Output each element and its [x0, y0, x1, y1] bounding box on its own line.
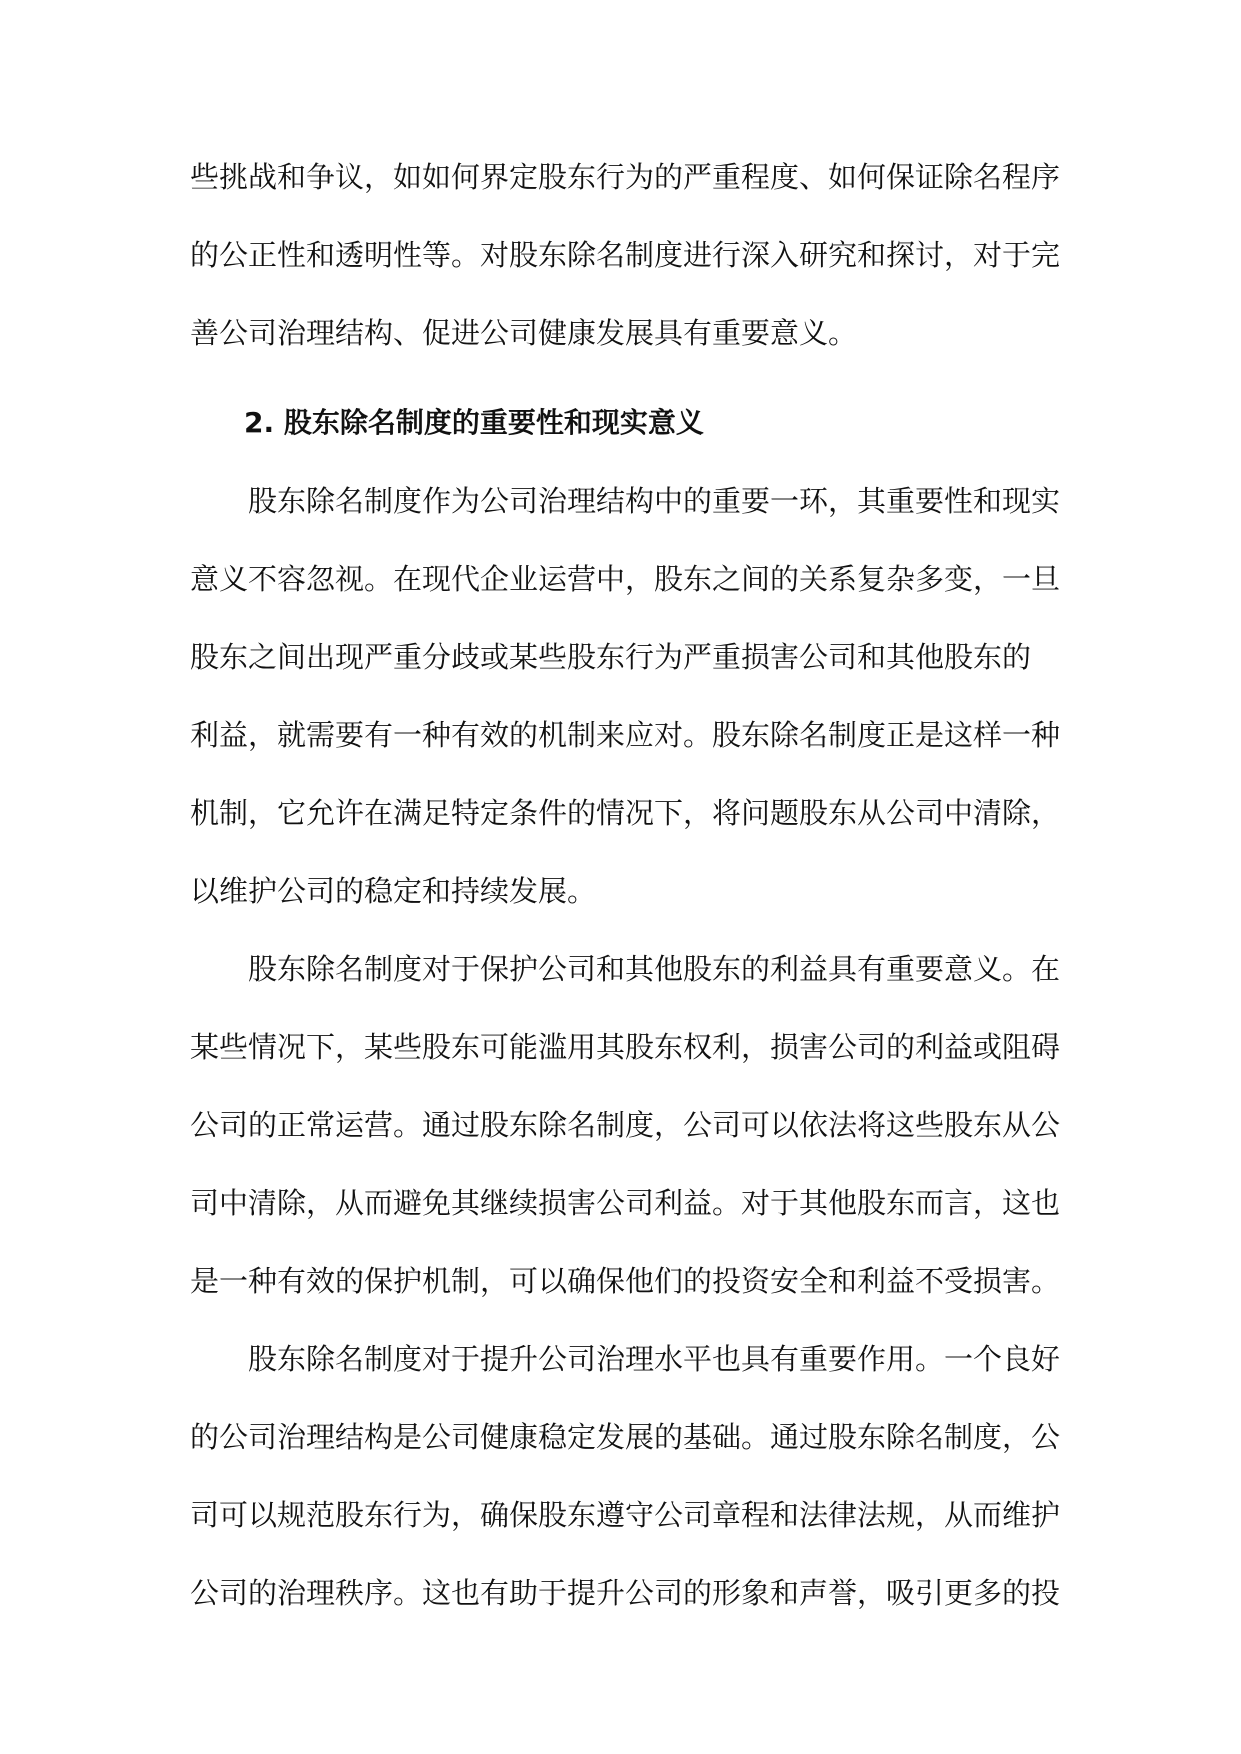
paragraph-1	[190, 462, 1061, 930]
paragraph-intro	[190, 138, 1061, 372]
text-line: 股东除名制度作为公司治理结构中的重要一环，其重要性和现实	[248, 484, 1061, 518]
text-line: 是一种有效的保护机制，可以确保他们的投资安全和利益不受损害。	[190, 1264, 1061, 1298]
document-page	[190, 138, 1061, 1632]
text-line: 股东除名制度对于保护公司和其他股东的利益具有重要意义。在	[248, 952, 1061, 986]
text-line: 以维护公司的稳定和持续发展。	[190, 874, 597, 908]
text-line: 的公正性和透明性等。对股东除名制度进行深入研究和探讨，对于完	[190, 238, 1061, 272]
text-line: 某些情况下，某些股东可能滥用其股东权利，损害公司的利益或阻碍	[190, 1030, 1061, 1064]
paragraph-3	[190, 1320, 1061, 1632]
text-line: 善公司治理结构、促进公司健康发展具有重要意义。	[190, 316, 858, 350]
text-line: 公司的正常运营。通过股东除名制度，公司可以依法将这些股东从公	[190, 1108, 1061, 1142]
text-line: 意义不容忽视。在现代企业运营中，股东之间的关系复杂多变，一旦	[190, 562, 1061, 596]
text-line: 公司的治理秩序。这也有助于提升公司的形象和声誉，吸引更多的投	[190, 1576, 1061, 1610]
text-line: 些挑战和争议，如如何界定股东行为的严重程度、如何保证除名程序	[190, 160, 1061, 194]
text-line: 股东除名制度对于提升公司治理水平也具有重要作用。一个良好	[248, 1342, 1061, 1376]
text-line: 司可以规范股东行为，确保股东遵守公司章程和法律法规，从而维护	[190, 1498, 1061, 1532]
section-heading: 2. 股东除名制度的重要性和现实意义	[244, 406, 704, 439]
text-line: 利益，就需要有一种有效的机制来应对。股东除名制度正是这样一种	[190, 718, 1061, 752]
text-line: 机制，它允许在满足特定条件的情况下，将问题股东从公司中清除，	[190, 796, 1061, 830]
text-line: 的公司治理结构是公司健康稳定发展的基础。通过股东除名制度，公	[190, 1420, 1061, 1454]
paragraph-2	[190, 930, 1061, 1320]
text-line: 司中清除，从而避免其继续损害公司利益。对于其他股东而言，这也	[190, 1186, 1061, 1220]
text-line: 股东之间出现严重分歧或某些股东行为严重损害公司和其他股东的	[190, 640, 1032, 674]
